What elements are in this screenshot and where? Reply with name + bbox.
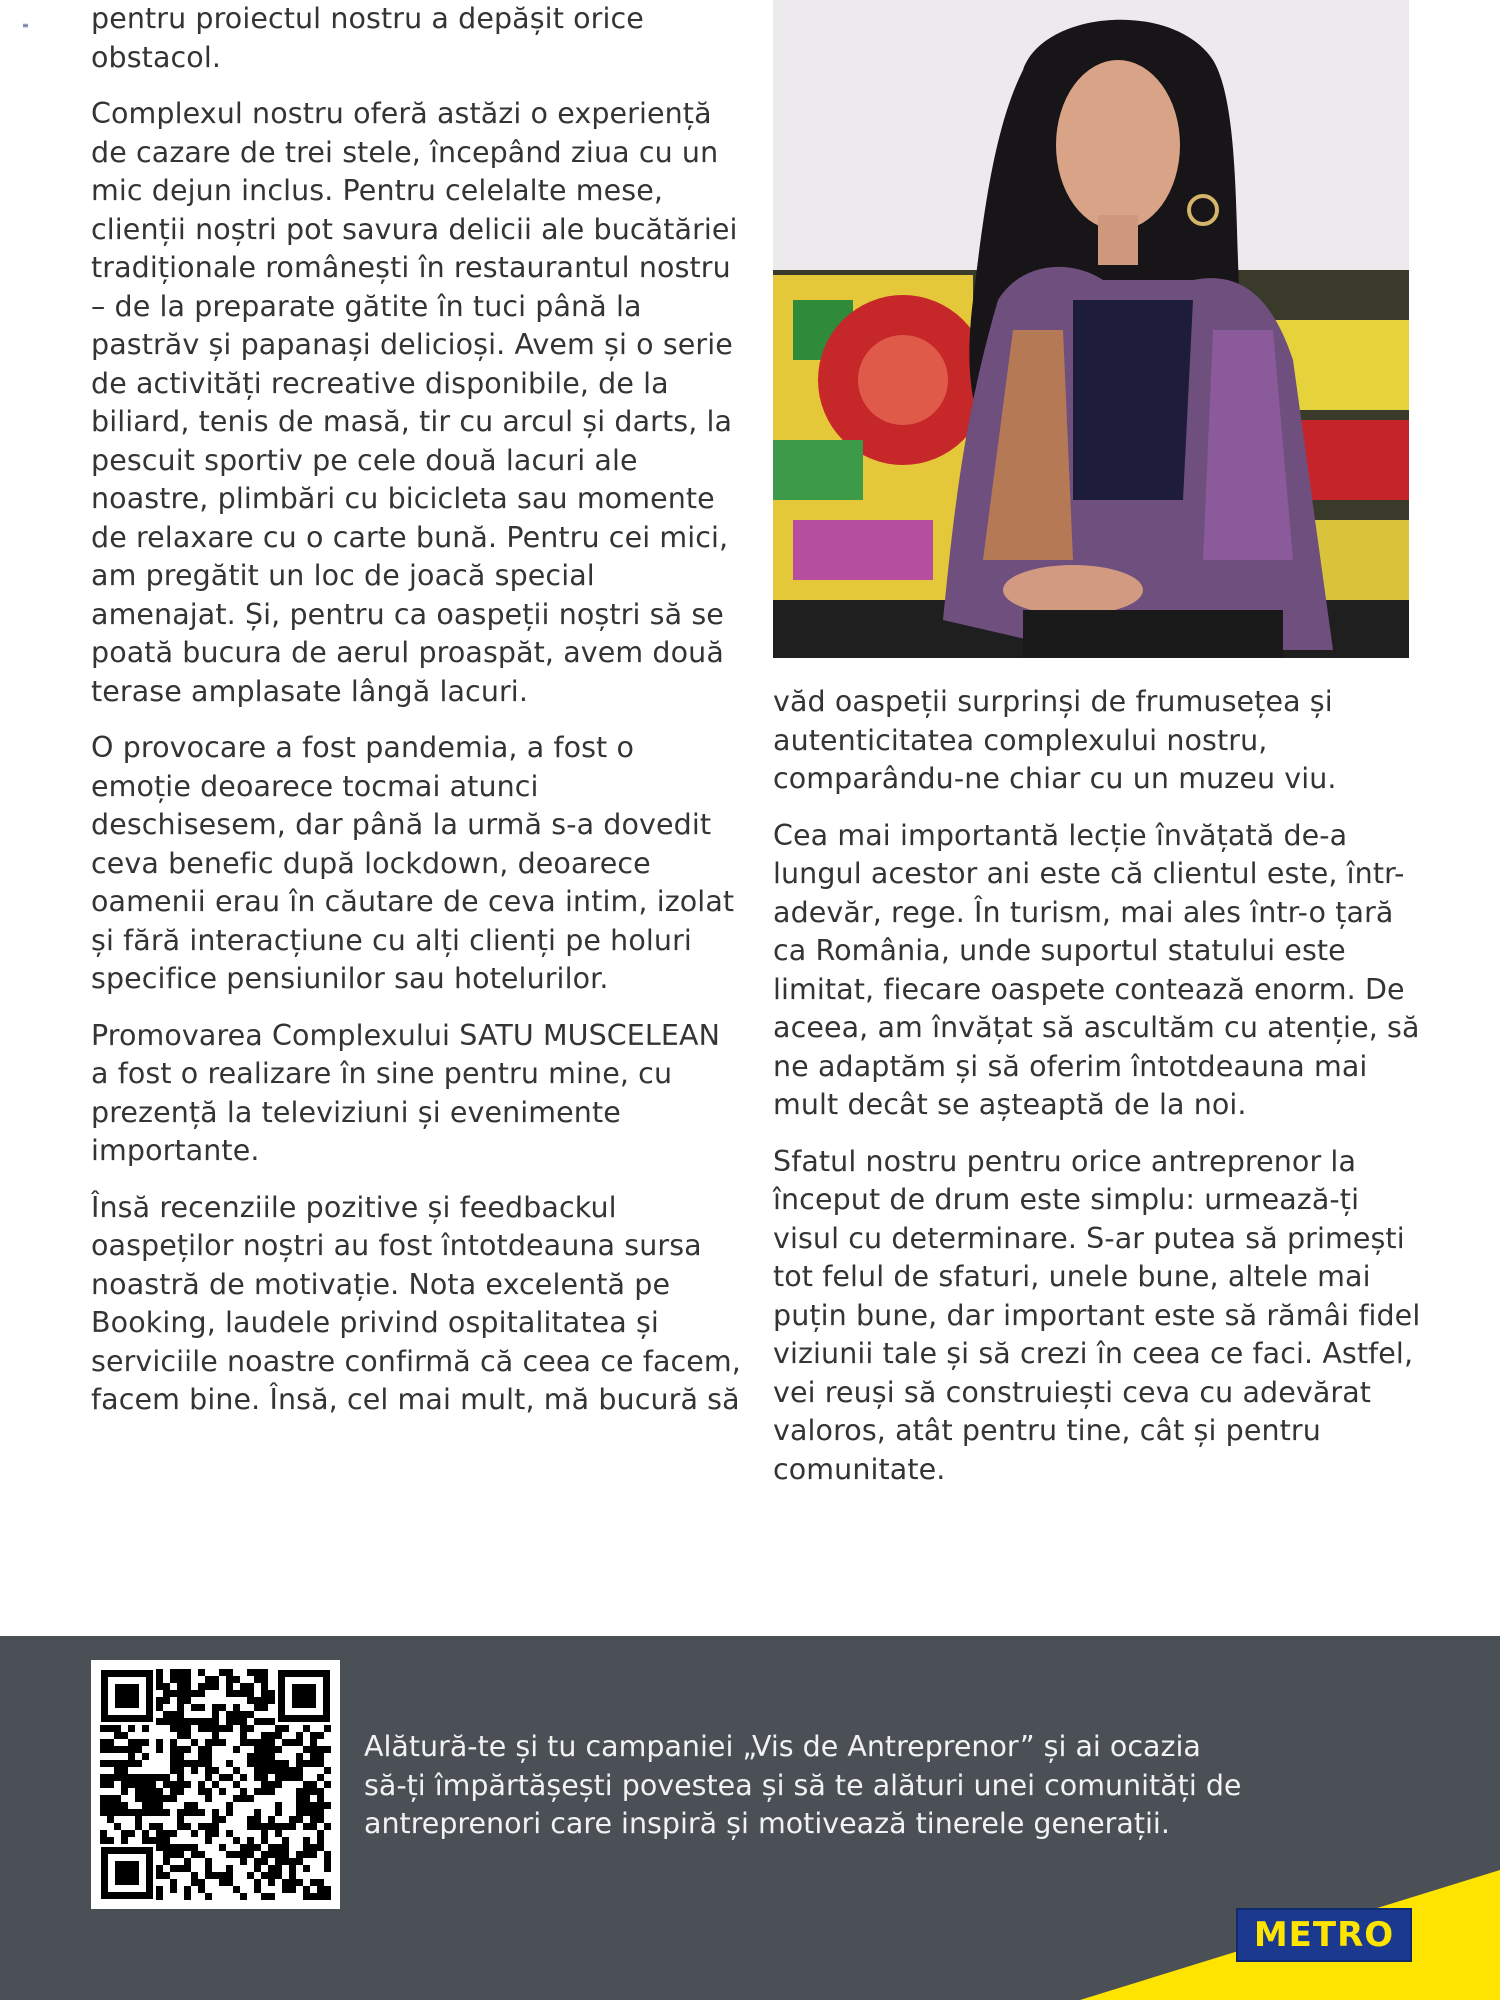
article-paragraph: Promovarea Complexului SATU MUSCELEAN a fost o realizare în sine pentru mine, cu prezență la televiziuni și evenimente importante. <box>91 1018 721 1167</box>
qr-code-icon[interactable] <box>91 1660 340 1909</box>
portrait-photo <box>773 0 1409 658</box>
article-paragraph: Sfatul nostru pentru orice antreprenor la început de drum este simplu: urmează-ți visul cu determinare. S-ar putea să primești tot felul de sfaturi, unele bune, altele mai puțin bune, dar important este să rămâi fidel viziunii tale și să crezi în ceea ce faci. Astfel, vei reuși să construiești ceva cu adevărat valoros, atât pentru tine, cât și pentru comunitate. <box>773 1144 1421 1486</box>
cta-line: Alătură-te și tu campaniei „Vis de Antreprenor” și ai ocazia <box>364 1730 1201 1763</box>
campaign-call-to-action <box>364 1728 1384 1844</box>
article-paragraph: pentru proiectul nostru a depășit orice obstacol. <box>91 2 644 74</box>
cta-line: să-ți împărtășești povestea și să te alături unei comunități de <box>364 1768 1242 1802</box>
footer-banner <box>0 1636 1500 2000</box>
metro-logo: METRO <box>1236 1908 1412 1962</box>
article-paragraph: Însă recenziile pozitive și feedbackul oaspeților noștri au fost întotdeauna sursa noastră de motivație. Nota excelentă pe Booking, laudele privind ospitalitatea și serviciile noastre confirmă că ceea ce facem, facem bine. Însă, cel mai mult, mă bucură să <box>91 1190 741 1416</box>
article-paragraph: văd oaspeții surprinși de frumusețea și autenticitatea complexului nostru, comparându-ne chiar cu un muzeu viu. <box>773 685 1337 795</box>
article-paragraph: Complexul nostru oferă astăzi o experiență de cazare de trei stele, începând ziua cu un mic dejun inclus. Pentru celelalte mese, clienții noștri pot savura delicii ale bucătăriei tradiționale românești în restaurantul nostru – de la preparate gătite în tuci până la pastrăv și papanași delicioși. Avem și o serie de activități recreative disponibile, de la biliard, tenis de masă, tir cu arcul și darts, la pescuit sportiv pe cele două lacuri ale noastre, plimbări cu bicicleta sau momente de relaxare cu o carte bună. Pentru cei mici, am pregătit un loc de joacă special amenajat. Și, pentru ca oaspeții noștri să se poată bucura de aerul proaspăt, avem două terase amplasate lângă lacuri. <box>91 97 738 708</box>
article-paragraph: O provocare a fost pandemia, a fost o emoție deoarece tocmai atunci deschisesem, dar până la urmă s-a dovedit ceva benefic după lockdown, deoarece oamenii erau în căutare de ceva intim, izolat și fără interacțiune cu alți clienți pe holuri specifice pensiunilor sau hotelurilor. <box>91 731 735 995</box>
article-right-column <box>773 683 1423 1507</box>
article-left-column <box>91 0 741 1438</box>
article-paragraph: Cea mai importantă lecție învățată de-a lungul acestor ani este că clientul este, într-adevăr, rege. În turism, mai ales într-o țară ca România, unde suportul statului este limitat, fiecare oaspete contează enorm. De aceea, am învățat să ascultăm cu atenție, să ne adaptăm și să oferim întotdeauna mai mult decât se așteaptă de la noi. <box>773 818 1420 1121</box>
corner-mark-icon: ≡ <box>22 21 29 30</box>
cta-line: antreprenori care inspiră și motivează tinerele generații. <box>364 1807 1170 1840</box>
